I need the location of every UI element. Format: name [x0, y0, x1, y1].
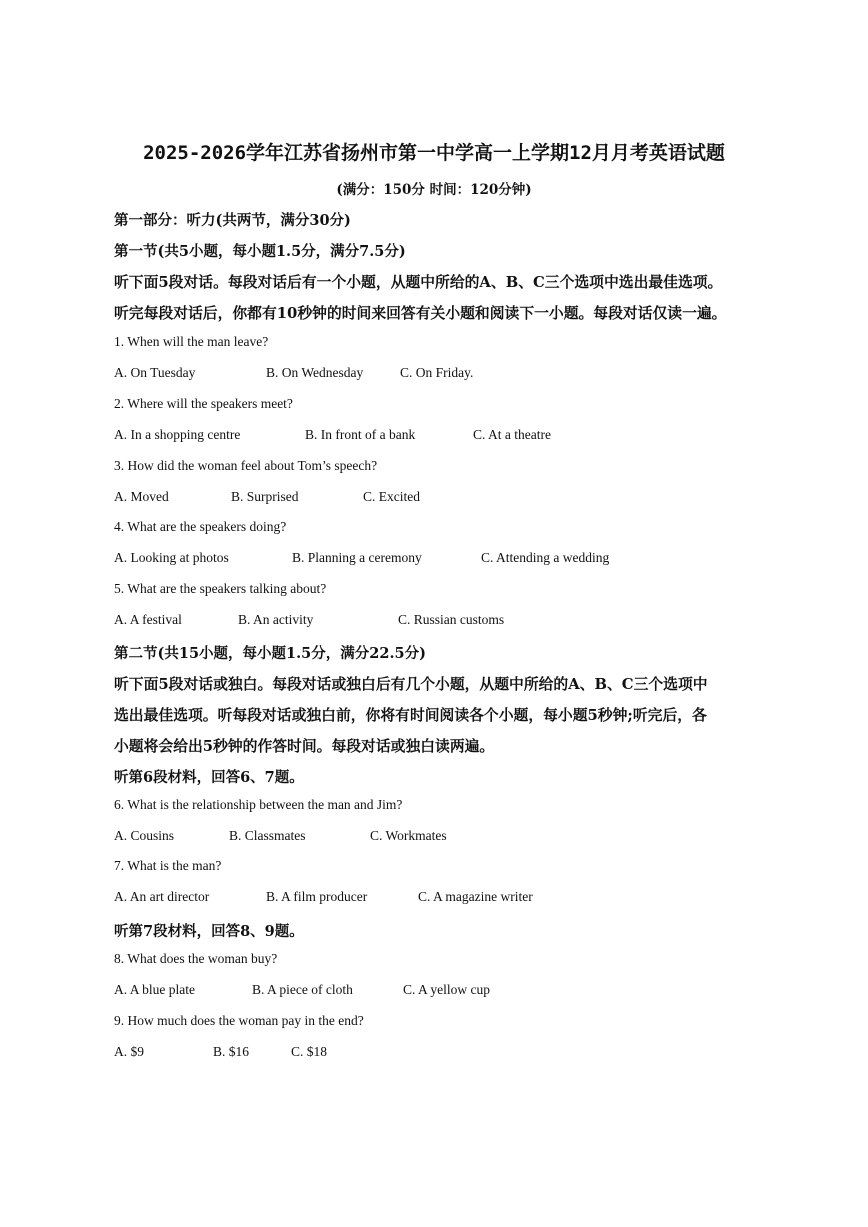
option-3b: B. Surprised	[231, 489, 299, 504]
option-8b: B. A piece of cloth	[252, 982, 353, 997]
section2-instruction-2: 选出最佳选项。听每段对话或独白前，你将有时间阅读各个小题，每小题5秒钟;听完后，各	[114, 707, 707, 724]
option-4a: A. Looking at photos	[114, 550, 229, 565]
option-2c: C. At a theatre	[473, 427, 551, 442]
option-3c: C. Excited	[363, 489, 420, 504]
option-5c: C. Russian customs	[398, 612, 505, 627]
option-6b: B. Classmates	[229, 828, 306, 843]
question-6: 6. What is the relationship between the man and Jim?	[114, 797, 403, 812]
option-8c: C. A yellow cup	[403, 982, 490, 997]
material-6-heading: 听第6段材料，回答6、7题。	[114, 769, 304, 786]
question-4: 4. What are the speakers doing?	[114, 519, 287, 534]
question-2: 2. Where will the speakers meet?	[114, 396, 293, 411]
question-5: 5. What are the speakers talking about?	[114, 581, 327, 596]
option-9c: C. $18	[291, 1044, 328, 1059]
option-6c: C. Workmates	[370, 828, 447, 843]
question-3: 3. How did the woman feel about Tom’s speech?	[114, 458, 378, 473]
option-8a: A. A blue plate	[114, 982, 195, 997]
exam-title: 2025-2026学年江苏省扬州市第一中学高一上学期12月月考英语试题	[143, 142, 725, 164]
option-4b: B. Planning a ceremony	[292, 550, 422, 565]
option-9a: A. $9	[114, 1044, 144, 1059]
section1-instruction-2: 听完每段对话后，你都有10秒钟的时间来回答有关小题和阅读下一小题。每段对话仅读一遍。	[114, 305, 727, 322]
exam-subtitle: (满分：150分 时间：120分钟)	[336, 182, 532, 198]
question-1: 1. When will the man leave?	[114, 334, 269, 349]
section2-heading: 第二节(共15小题，每小题1.5分，满分22.5分)	[114, 645, 426, 662]
option-1b: B. On Wednesday	[266, 365, 364, 380]
question-8: 8. What does the woman buy?	[114, 951, 278, 966]
section2-instruction-3: 小题将会给出5秒钟的作答时间。每段对话或独白读两遍。	[114, 738, 495, 755]
option-6a: A. Cousins	[114, 828, 175, 843]
material-7-heading: 听第7段材料，回答8、9题。	[114, 923, 304, 940]
option-2b: B. In front of a bank	[305, 427, 416, 442]
option-7b: B. A film producer	[266, 889, 368, 904]
option-1c: C. On Friday.	[400, 365, 474, 380]
option-1a: A. On Tuesday	[114, 365, 196, 380]
option-2a: A. In a shopping centre	[114, 427, 241, 442]
option-4c: C. Attending a wedding	[481, 550, 610, 565]
option-3a: A. Moved	[114, 489, 169, 504]
section1-heading: 第一节(共5小题，每小题1.5分，满分7.5分)	[114, 243, 406, 260]
option-5a: A. A festival	[114, 612, 182, 627]
part1-heading: 第一部分：听力(共两节，满分30分)	[114, 212, 351, 229]
option-7c: C. A magazine writer	[418, 889, 533, 904]
section2-instruction-1: 听下面5段对话或独白。每段对话或独白后有几个小题，从题中所给的A、B、C三个选项中	[114, 676, 708, 693]
option-7a: A. An art director	[114, 889, 210, 904]
option-5b: B. An activity	[238, 612, 314, 627]
option-9b: B. $16	[213, 1044, 250, 1059]
question-9: 9. How much does the woman pay in the end?	[114, 1013, 364, 1028]
section1-instruction-1: 听下面5段对话。每段对话后有一个小题，从题中所给的A、B、C三个选项中选出最佳选项。	[114, 274, 723, 291]
question-7: 7. What is the man?	[114, 858, 222, 873]
